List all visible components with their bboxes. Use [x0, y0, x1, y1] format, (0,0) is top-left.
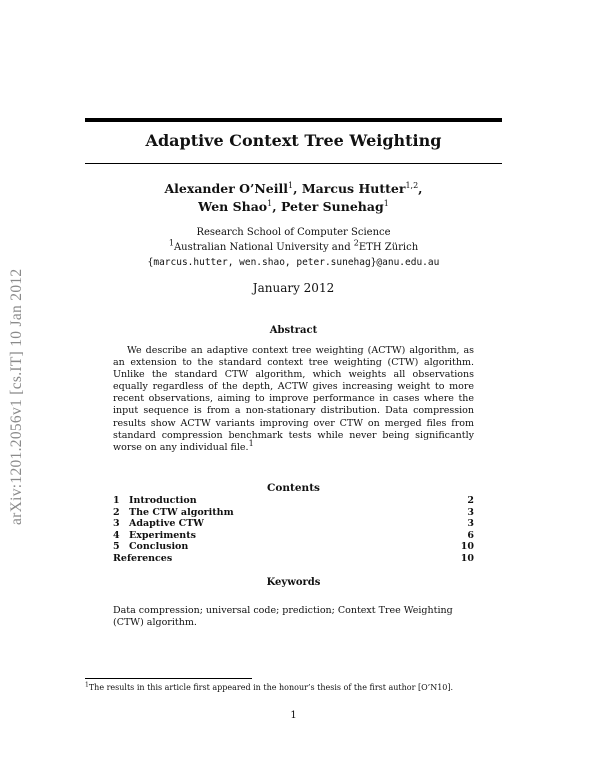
- toc-page: 10: [460, 541, 474, 553]
- toc-entry[interactable]: [113, 518, 474, 530]
- author-list: [85, 180, 502, 216]
- footnote-text: The results in this article first appeared in the honour’s thesis of the first author [O’N10].: [88, 683, 454, 692]
- author-line: [85, 198, 502, 216]
- toc-entry[interactable]: [113, 495, 474, 507]
- toc-entry[interactable]: [113, 530, 474, 542]
- footnote-rule: [85, 678, 252, 679]
- author-name: Peter Sunehag: [280, 199, 384, 214]
- affiliation-mark: 1: [267, 198, 273, 208]
- author-separator: ,: [272, 199, 281, 214]
- toc-number: 5: [113, 541, 120, 553]
- keywords-text: Data compression; universal code; prediction; Context Tree Weighting (CTW) algorithm.: [113, 605, 453, 629]
- title-rule-bottom: [85, 163, 502, 164]
- toc-title: Introduction: [129, 495, 197, 506]
- toc-page: 2: [467, 495, 474, 506]
- author-separator: ,: [418, 181, 423, 196]
- contents-heading: Contents: [267, 482, 320, 494]
- toc-number: 2: [113, 506, 120, 518]
- school-name: Research School of Computer Science: [196, 227, 391, 238]
- keywords-heading: Keywords: [266, 577, 321, 588]
- institution-line: [85, 240, 502, 255]
- toc-entry[interactable]: [113, 541, 474, 553]
- author-line: [85, 180, 502, 198]
- affiliation-mark: 2: [353, 238, 359, 248]
- affiliation-mark: 1,2: [405, 180, 419, 190]
- author-email: {marcus.hutter, wen.shao, peter.sunehag}@anu.edu.au: [147, 257, 440, 268]
- toc-number: 1: [113, 495, 120, 506]
- arxiv-stamp: arXiv:1201.2056v1 [cs.IT] 10 Jan 2012: [8, 268, 25, 525]
- affiliation-mark: 1: [288, 180, 294, 190]
- institution-anu: Australian National University and: [173, 242, 354, 253]
- abstract-heading: Abstract: [269, 325, 318, 336]
- page-number: 1: [290, 710, 297, 721]
- toc-page: 3: [467, 506, 474, 518]
- toc-title: Adaptive CTW: [129, 518, 204, 530]
- author-name: Marcus Hutter: [301, 181, 406, 196]
- affiliation-mark: 1: [383, 198, 389, 208]
- footnote: [85, 683, 525, 692]
- toc-entry[interactable]: [113, 553, 474, 565]
- abstract-body-text: We describe an adaptive context tree weighting (ACTW) algorithm, as an extension to the standard context tree weighting (CTW) algorithm. Unlike the standard CTW algorithm, which weights all observations equally regardless of the depth, ACTW gives increasing weight to more recent observations, aiming to improve performance in cases where the input sequence is from a non-stationary distribution. Data compression results show ACTW variants improving over CTW on merged files from standard compression benchmark tests while never being significantly worse on any individual file.: [113, 345, 474, 453]
- paper-title: Adaptive Context Tree Weighting: [145, 131, 442, 150]
- toc-number: 3: [113, 518, 120, 530]
- affiliations: [85, 225, 502, 270]
- toc-page: 10: [460, 552, 474, 564]
- abstract-text: [113, 345, 474, 454]
- institution-eth: ETH Zürich: [358, 242, 419, 253]
- footnote-mark: 1: [85, 681, 89, 689]
- table-of-contents: [113, 495, 474, 565]
- toc-title: Conclusion: [129, 541, 189, 553]
- author-name: Alexander O’Neill: [164, 181, 289, 196]
- footnote-mark: 1: [248, 438, 254, 448]
- toc-title: Experiments: [129, 529, 196, 541]
- affiliation-mark: 1: [168, 238, 174, 248]
- toc-number: 4: [113, 529, 120, 541]
- toc-entry[interactable]: [113, 507, 474, 519]
- toc-title: The CTW algorithm: [129, 506, 234, 518]
- author-separator: ,: [293, 181, 302, 196]
- toc-page: 3: [467, 518, 474, 530]
- publication-date: January 2012: [252, 281, 335, 295]
- toc-page: 6: [467, 529, 474, 541]
- author-name: Wen Shao: [198, 199, 268, 214]
- title-rule-top: [85, 118, 502, 122]
- toc-title: References: [113, 552, 173, 564]
